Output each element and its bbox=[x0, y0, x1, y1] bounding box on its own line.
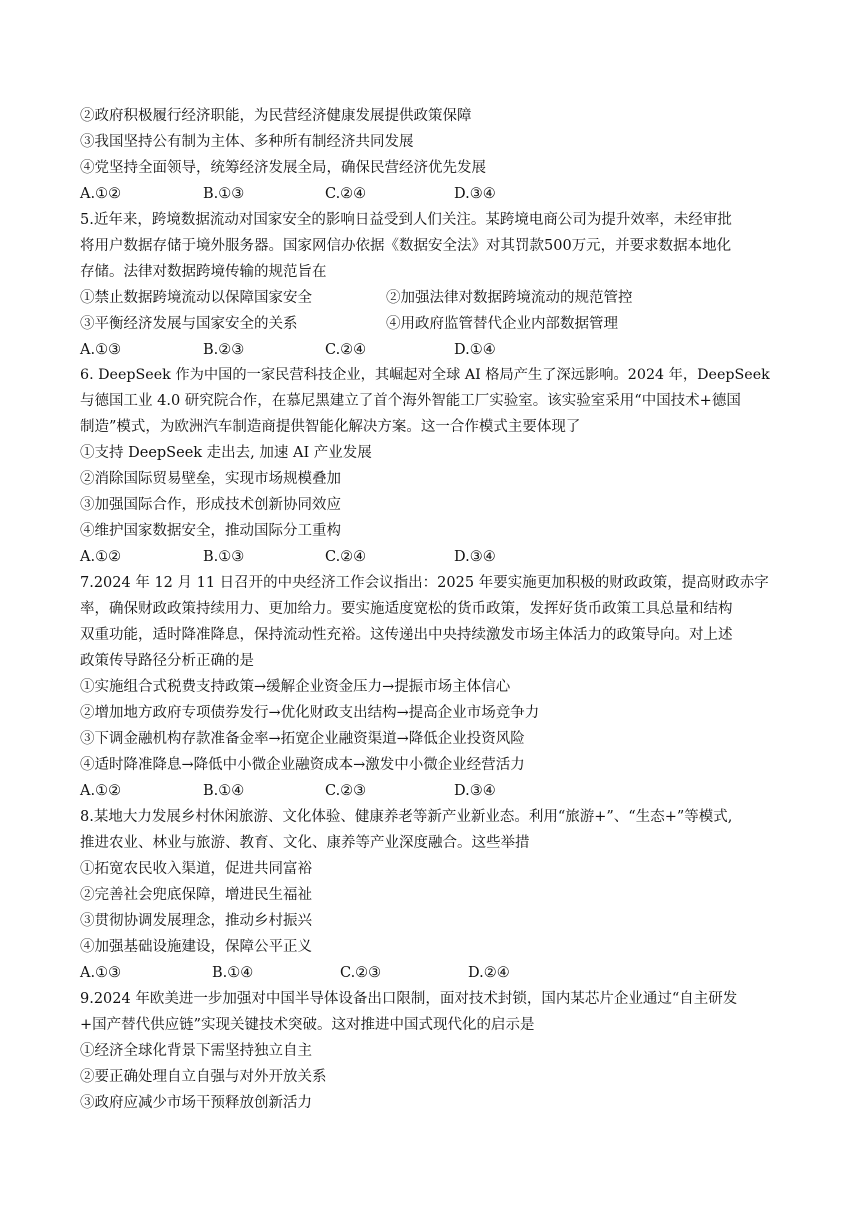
q9-statement-2: ②要正确处理自立自强与对外开放关系 bbox=[80, 1069, 327, 1085]
q8-option-d: D.②④ bbox=[468, 965, 510, 981]
q8-statement-4: ④加强基础设施建设，保障公平正义 bbox=[80, 939, 312, 955]
q7-stem-line-1: 7.2024 年 12 月 11 日召开的中央经济工作会议指出：2025 年要实施更加积极的财政政策，提高财政赤字 bbox=[80, 575, 769, 591]
q4-option-a: A.①② bbox=[80, 186, 122, 202]
q7-statement-4: ④适时降准降息→降低中小微企业融资成本→激发中小微企业经营活力 bbox=[80, 757, 525, 773]
q5-stem-line-2: 将用户数据存储于境外服务器。国家网信办依据《数据安全法》对其罚款500万元，并要求数据本地化 bbox=[80, 238, 732, 254]
q7-stem-line-3: 双重功能，适时降准降息，保持流动性充裕。这传递出中央持续激发市场主体活力的政策导向。对上述 bbox=[80, 627, 733, 643]
q6-option-c: C.②④ bbox=[325, 549, 367, 565]
q5-statement-1: ①禁止数据跨境流动以保障国家安全 bbox=[80, 290, 312, 306]
q6-option-d: D.③④ bbox=[454, 549, 496, 565]
q8-option-c: C.②③ bbox=[340, 965, 382, 981]
q5-stem-line-1: 5.近年来，跨境数据流动对国家安全的影响日益受到人们关注。某跨境电商公司为提升效率，未经审批 bbox=[80, 212, 732, 228]
q6-statement-4: ④维护国家数据安全，推动国际分工重构 bbox=[80, 523, 341, 539]
q6-statement-3: ③加强国际合作，形成技术创新协同效应 bbox=[80, 497, 341, 513]
q6-statement-1: ①支持 DeepSeek 走出去, 加速 AI 产业发展 bbox=[80, 445, 372, 461]
q8-statement-2: ②完善社会兜底保障，增进民生福祉 bbox=[80, 887, 312, 903]
q6-option-a: A.①② bbox=[80, 549, 122, 565]
q4-options bbox=[80, 181, 780, 207]
q5-statement-3: ③平衡经济发展与国家安全的关系 bbox=[80, 316, 298, 332]
q6-options bbox=[80, 544, 780, 570]
q5-option-c: C.②④ bbox=[325, 342, 367, 358]
q4-statement-2: ②政府积极履行经济职能，为民营经济健康发展提供政策保障 bbox=[80, 108, 472, 124]
q4-option-d: D.③④ bbox=[454, 186, 496, 202]
q7-option-d: D.③④ bbox=[454, 783, 496, 799]
q7-statement-3: ③下调金融机构存款准备金率→拓宽企业融资渠道→降低企业投资风险 bbox=[80, 731, 525, 747]
q6-stem-line-1: 6. DeepSeek 作为中国的一家民营科技企业，其崛起对全球 AI 格局产生了深远影响。2024 年，DeepSeek bbox=[80, 367, 770, 383]
q9-stem-line-2: +国产替代供应链”实现关键技术突破。这对推进中国式现代化的启示是 bbox=[80, 1017, 535, 1033]
q7-option-c: C.②③ bbox=[325, 783, 367, 799]
q8-statement-3: ③贯彻协调发展理念，推动乡村振兴 bbox=[80, 913, 312, 929]
q4-option-c: C.②④ bbox=[325, 186, 367, 202]
q5-option-b: B.②③ bbox=[203, 342, 245, 358]
q7-option-b: B.①④ bbox=[203, 783, 245, 799]
q9-statement-1: ①经济全球化背景下需坚持独立自主 bbox=[80, 1043, 312, 1059]
q8-options bbox=[80, 960, 780, 986]
q5-options bbox=[80, 337, 780, 363]
q6-statement-2: ②消除国际贸易壁垒，实现市场规模叠加 bbox=[80, 471, 341, 487]
q5-stem-line-3: 存储。法律对数据跨境传输的规范旨在 bbox=[80, 264, 327, 280]
q9-statement-3: ③政府应减少市场干预释放创新活力 bbox=[80, 1095, 312, 1111]
q6-stem-line-2: 与德国工业 4.0 研究院合作，在慕尼黑建立了首个海外智能工厂实验室。该实验室采用“中国技术+德国 bbox=[80, 393, 741, 409]
q8-option-b: B.①④ bbox=[212, 965, 254, 981]
q8-stem-line-1: 8.某地大力发展乡村休闲旅游、文化体验、健康养老等新产业新业态。利用“旅游+”、“生态+”等模式, bbox=[80, 809, 733, 825]
q6-stem-line-3: 制造”模式，为欧洲汽车制造商提供智能化解决方案。这一合作模式主要体现了 bbox=[80, 419, 581, 435]
q5-statement-2: ②加强法律对数据跨境流动的规范管控 bbox=[386, 290, 633, 306]
q7-stem-line-2: 率，确保财政政策持续用力、更加给力。要实施适度宽松的货币政策，发挥好货币政策工具总量和结构 bbox=[80, 601, 733, 617]
q4-statement-3: ③我国坚持公有制为主体、多种所有制经济共同发展 bbox=[80, 134, 414, 150]
q7-stem-line-4: 政策传导路径分析正确的是 bbox=[80, 653, 254, 669]
q5-option-a: A.①③ bbox=[80, 342, 122, 358]
q6-option-b: B.①③ bbox=[203, 549, 245, 565]
q5-statements-row-2 bbox=[80, 311, 780, 337]
q8-statement-1: ①拓宽农民收入渠道，促进共同富裕 bbox=[80, 861, 312, 877]
q7-options bbox=[80, 778, 780, 804]
q8-option-a: A.①③ bbox=[80, 965, 122, 981]
q5-option-d: D.①④ bbox=[454, 342, 496, 358]
q4-option-b: B.①③ bbox=[203, 186, 245, 202]
q7-statement-1: ①实施组合式税费支持政策→缓解企业资金压力→提振市场主体信心 bbox=[80, 679, 511, 695]
q4-statement-4: ④党坚持全面领导，统筹经济发展全局，确保民营经济优先发展 bbox=[80, 160, 486, 176]
q7-statement-2: ②增加地方政府专项债券发行→优化财政支出结构→提高企业市场竞争力 bbox=[80, 705, 540, 721]
q9-stem-line-1: 9.2024 年欧美进一步加强对中国半导体设备出口限制，面对技术封锁，国内某芯片企业通过“自主研发 bbox=[80, 991, 738, 1007]
q5-statements-row-1 bbox=[80, 285, 780, 311]
q7-option-a: A.①② bbox=[80, 783, 122, 799]
q5-statement-4: ④用政府监管替代企业内部数据管理 bbox=[386, 316, 618, 332]
q8-stem-line-2: 推进农业、林业与旅游、教育、文化、康养等产业深度融合。这些举措 bbox=[80, 835, 530, 851]
